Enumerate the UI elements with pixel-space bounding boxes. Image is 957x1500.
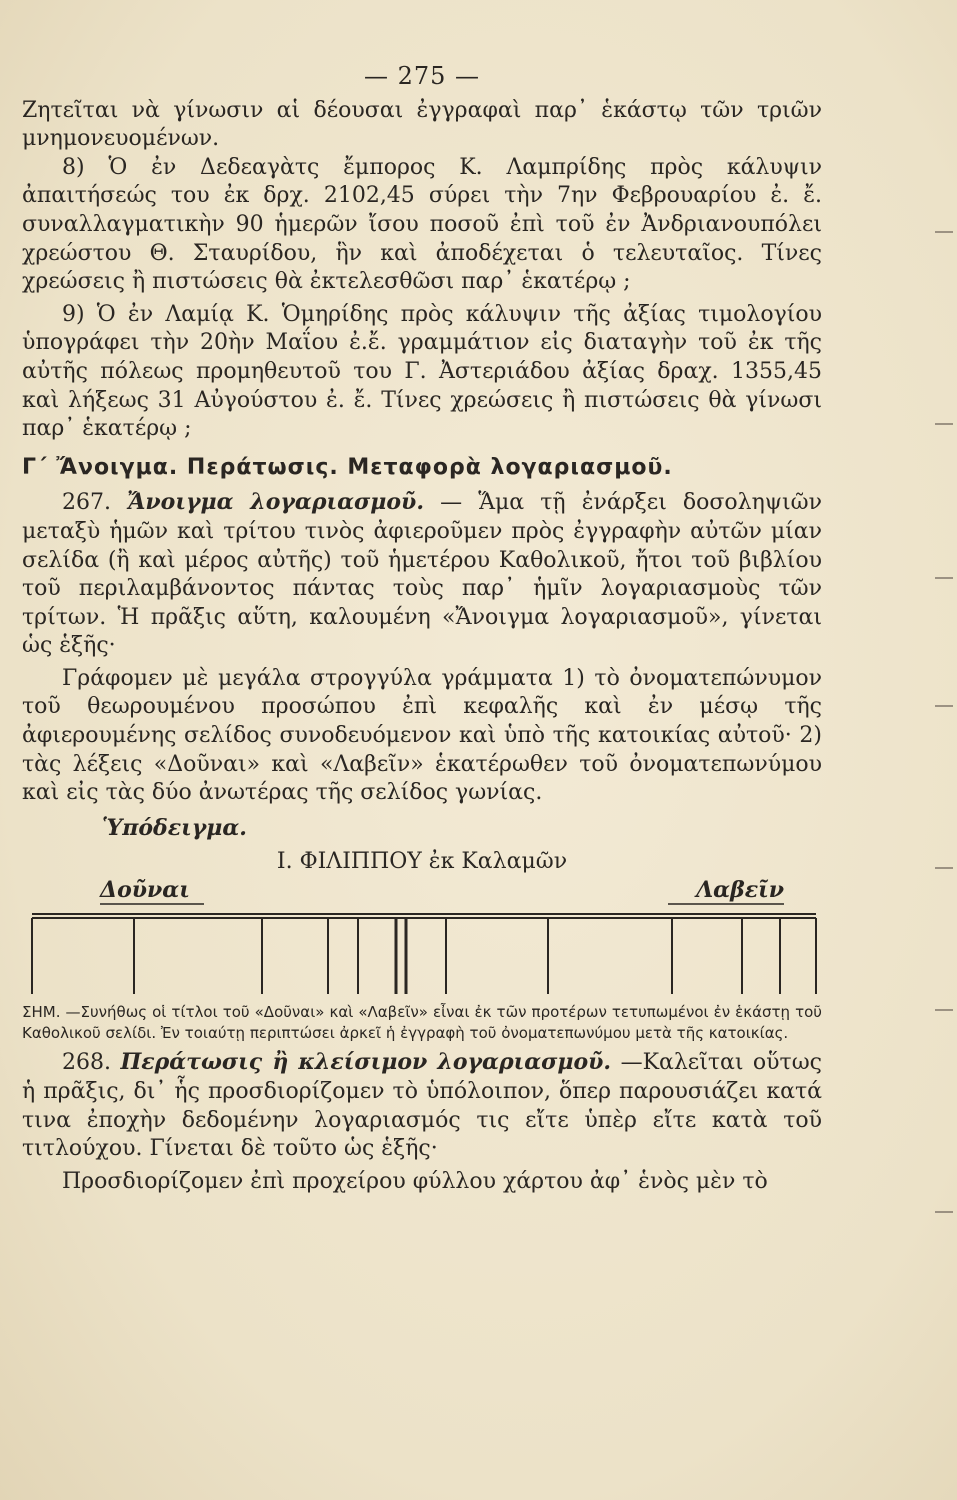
section-268-text2: Προσδιορίζομεν ἐπὶ προχείρου φύλλου χάρτου ἀφ᾿ ἑνὸς μὲν τὸ: [62, 1168, 768, 1194]
ledger-rules: [22, 848, 822, 998]
footnote: ΣΗΜ. —Συνήθως οἱ τίτλοι τοῦ «Δοῦναι» καὶ «Λαβεῖν» εἶναι ἐκ τῶν προτέρων τετυπωμένοι ἐν ἑκάστῃ τοῦ Καθολικοῦ σελίδι. Ἐν τοιαύτῃ περιπτώσει ἀρκεῖ ἡ ἐγγραφὴ τοῦ ὀνοματεπωνύμου μετὰ τῆς κατοικίας.: [22, 1003, 822, 1043]
section-268-text: —Καλεῖται οὕτως ἡ πρᾶξις, δι᾿ ἧς προσδιορίζομεν τὸ ὑπόλοιπον, ὅπερ παρουσιάζει κατά τινα ἐποχὴν δεδομένην λογαριασμός τις εἴτε ὑπὲρ εἴτε κατὰ τοῦ τιτλούχου. Γίνεται δὲ τοῦτο ὡς ἑξῆς·: [22, 1050, 822, 1162]
page-content: [22, 62, 822, 1196]
section-268: [22, 1048, 822, 1163]
margin-dashes: [917, 0, 957, 1500]
section-268-number: 268.: [62, 1050, 111, 1076]
section-267-title: Ἄνοιγμα λογαριασμοῦ.: [127, 489, 424, 516]
section-heading: Γ΄ Ἄνοιγμα. Περάτωσις. Μεταφορὰ λογαριασμοῦ.: [22, 454, 673, 480]
section-267-number: 267.: [62, 490, 111, 516]
section-267-text: — Ἅμα τῇ ἐνάρξει δοσοληψιῶν μεταξὺ ἡμῶν καὶ τρίτου τινὸς ἀφιεροῦμεν πρὸς ἐγγραφὴν αὐτῶν μίαν σελίδα (ἢ καὶ μέρος αὐτῆς) τοῦ ἡμετέρου Καθολικοῦ, ἤτοι τοῦ βιβλίου τοῦ περιλαμβάνοντος πάντας τοὺς παρ᾿ ἡμῖν λογαριασμοὺς τῶν τρίτων. Ἡ πρᾶξις αὕτη, καλουμένη «Ἄνοιγμα λογαριασμοῦ», γίνεται ὡς ἑξῆς·: [22, 490, 822, 659]
exercise-8: 8) Ὁ ἐν Δεδεαγὰτς ἔμπορος Κ. Λαμπρίδης πρὸς κάλυψιν ἀπαιτήσεώς του ἐκ δρχ. 2102,45 σύρει τὴν 7ην Φεβρουαρίου ἐ. ἔ. συναλλαγματικὴν 90 ἡμερῶν ἴσου ποσοῦ ἐπὶ τοῦ ἐν Ἀνδριανουπόλει χρεώστου Θ. Σταυρίδου, ἣν καὶ ἀποδέχεται ὁ τελευταῖος. Τίνες χρεώσεις ἢ πιστώσεις θὰ ἐκτελεσθῶσι παρ᾿ ἑκατέρῳ ;: [22, 154, 822, 295]
ledger-credit-label: Λαβεῖν: [696, 877, 784, 904]
section-267: [22, 488, 822, 661]
section-267-text2: Γράφομεν μὲ μεγάλα στρογγύλα γράμματα 1) τὸ ὀνοματεπώνυμον τοῦ θεωρουμένου προσώπου ἐπὶ κεφαλῆς καὶ ἐν μέσῳ τῆς ἀφιερουμένης σελίδος συνοδευόμενον καὶ ὑπὸ τῆς κατοικίας αὐτοῦ· 2) τὰς λέξεις «Δοῦναι» καὶ «Λαβεῖν» ἑκατέρωθεν τοῦ ὀνοματεπωνύμου καὶ εἰς τὰς δύο ἀνωτέρας τῆς σελίδος γωνίας.: [22, 665, 822, 806]
ledger-account-name: Ι. ΦΙΛΙΠΠΟΥ ἐκ Καλαμῶν: [276, 849, 568, 875]
ledger-debit-label: Δοῦναι: [100, 877, 190, 904]
paragraph-intro: Ζητεῖται νὰ γίνωσιν αἱ δέουσαι ἐγγραφαὶ παρ᾿ ἑκάστῳ τῶν τριῶν μνημονευομένων.: [22, 97, 822, 152]
section-268-title: Περάτωσις ἢ κλείσιμον λογαριασμοῦ.: [120, 1049, 612, 1076]
page-number: — 275 —: [363, 62, 481, 90]
example-label: Ὑπόδειγμα.: [102, 814, 247, 841]
exercise-9: 9) Ὁ ἐν Λαμίᾳ Κ. Ὁμηρίδης πρὸς κάλυψιν τῆς ἀξίας τιμολογίου ὑπογράφει τὴν 20ὴν Μαΐου ἐ.ἔ. γραμμάτιον εἰς διαταγὴν τοῦ ἐκ τῆς αὐτῆς πόλεως προμηθευτοῦ του Γ. Ἀστεριάδου ἀξίας δραχ. 1355,45 καὶ λήξεως 31 Αὐγούστου ἐ. ἔ. Τίνες χρεώσεις ἢ πιστώσεις θὰ γίνωσι παρ᾿ ἑκατέρῳ ;: [22, 301, 822, 442]
ledger-example: [22, 848, 822, 998]
